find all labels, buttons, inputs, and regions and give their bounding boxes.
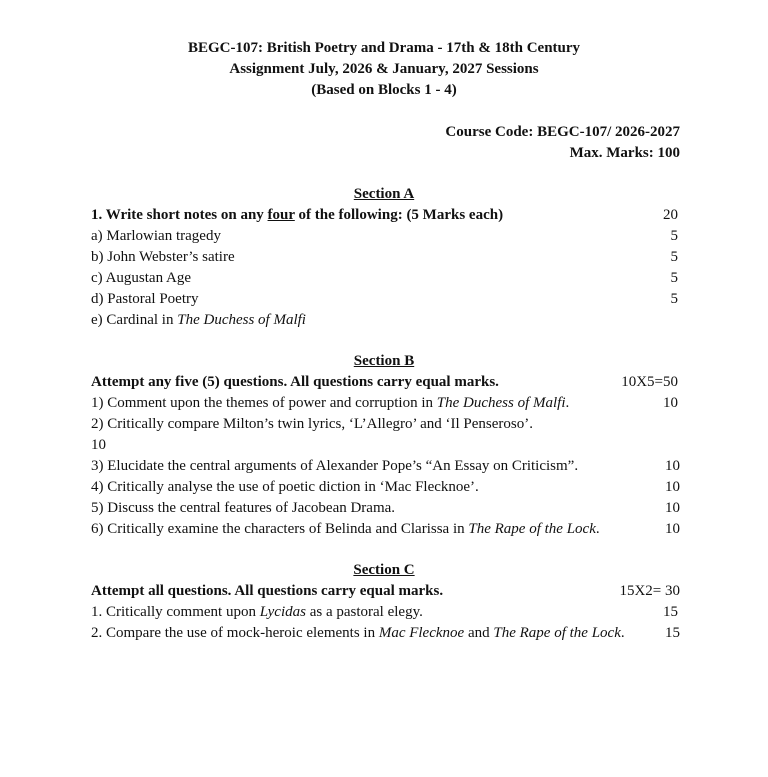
assignment-sessions: Assignment July, 2026 & January, 2027 Sessions [229, 61, 539, 77]
section-a-item: a) Marlowian tragedy [91, 228, 221, 244]
section-b-question: 1) Comment upon the themes of power and corruption in The Duchess of Malfi. [91, 395, 570, 411]
section-c-question-marks: 15 [663, 604, 678, 620]
section-a-instruction: 1. Write short notes on any four of the following: (5 Marks each) [91, 207, 504, 223]
section-c-question-marks: 15 [665, 625, 680, 641]
section-b-question-marks: 10 [663, 395, 678, 411]
section-c-question: 2. Compare the use of mock-heroic elements in Mac Flecknoe and The Rape of the Lock. [91, 625, 625, 641]
section-b-question-marks: 10 [91, 437, 106, 453]
section-a-item: b) John Webster’s satire [91, 249, 235, 265]
section-b-question: 2) Critically compare Milton’s twin lyrics, ‘L’Allegro’ and ‘Il Penseroso’. [91, 416, 533, 432]
section-b-question-marks: 10 [665, 458, 680, 474]
section-b-question: 5) Discuss the central features of Jacobean Drama. [91, 500, 396, 516]
course-code: Course Code: BEGC-107/ 2026-2027 [445, 124, 680, 140]
max-marks: Max. Marks: 100 [569, 145, 680, 161]
assignment-blocks: (Based on Blocks 1 - 4) [311, 82, 457, 98]
section-b-question: 3) Elucidate the central arguments of Alexander Pope’s “An Essay on Criticism”. [91, 458, 579, 474]
section-b-instruction: Attempt any five (5) questions. All questions carry equal marks. [91, 374, 499, 390]
section-b-question: 4) Critically analyse the use of poetic diction in ‘Mac Flecknoe’. [91, 479, 479, 495]
section-c-question: 1. Critically comment upon Lycidas as a pastoral elegy. [91, 604, 423, 620]
section-b-question-marks: 10 [665, 479, 680, 495]
section-b-question-marks: 10 [665, 500, 680, 516]
section-b-question-marks: 10 [665, 521, 680, 537]
section-c-total-marks: 15X2= 30 [619, 583, 680, 599]
section-a-item-marks: 5 [670, 228, 678, 244]
section-a-total-marks: 20 [663, 207, 678, 223]
section-b-question: 6) Critically examine the characters of Belinda and Clarissa in The Rape of the Lock. [91, 521, 600, 537]
section-a-item: c) Augustan Age [91, 270, 191, 286]
section-a-item-marks: 5 [670, 249, 678, 265]
section-a-item: d) Pastoral Poetry [91, 291, 199, 307]
section-a-heading: Section A [353, 186, 415, 202]
section-a-item-marks: 5 [670, 291, 678, 307]
section-c-instruction: Attempt all questions. All questions carry equal marks. [91, 583, 444, 599]
section-b-total-marks: 10X5=50 [621, 374, 678, 390]
section-a-item-marks: 5 [670, 270, 678, 286]
assignment-title: BEGC-107: British Poetry and Drama - 17th & 18th Century [187, 40, 581, 56]
section-b-heading: Section B [353, 353, 415, 369]
section-a-item: e) Cardinal in The Duchess of Malfi [91, 312, 306, 328]
section-c-heading: Section C [353, 562, 415, 578]
